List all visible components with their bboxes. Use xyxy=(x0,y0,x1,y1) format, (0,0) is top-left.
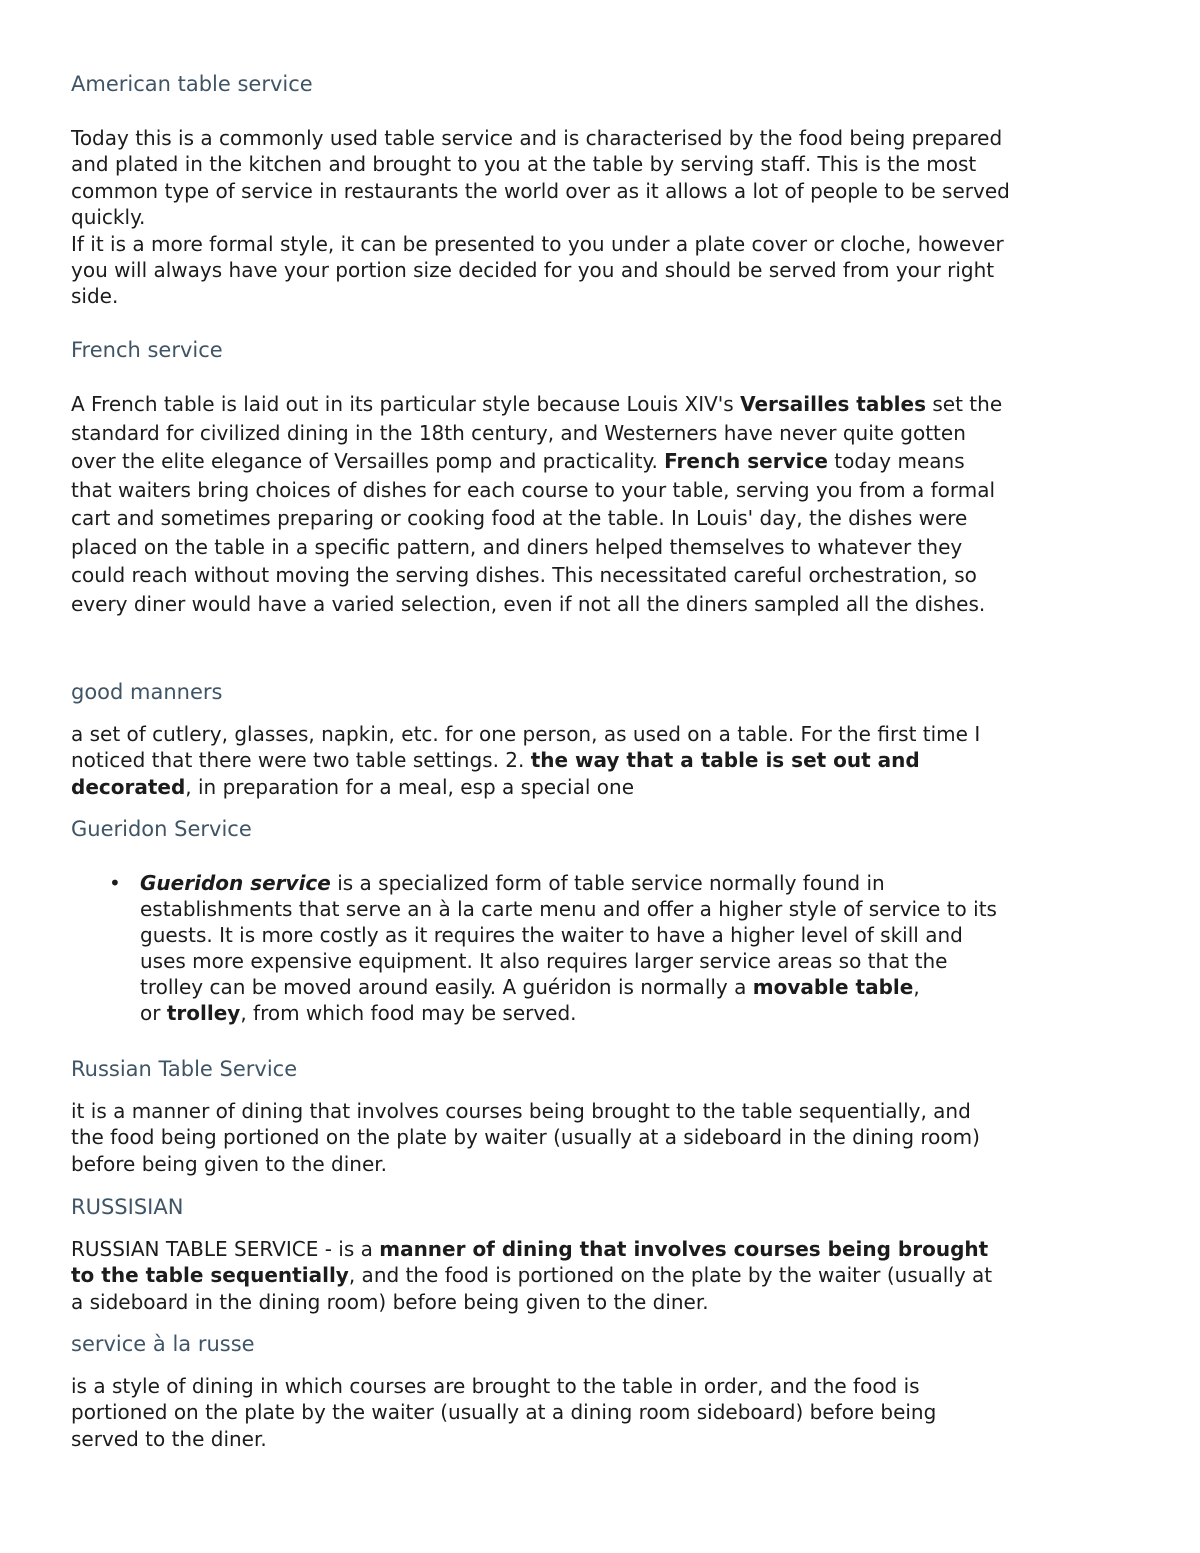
bold-italic-gueridon-service: Gueridon service xyxy=(140,871,331,895)
paragraph-service-a-la-russe xyxy=(71,1373,936,1452)
text-line: and plated in the kitchen and brought to you at the table by serving staff. This is the most xyxy=(71,152,977,177)
heading-good-manners: good manners xyxy=(71,680,223,704)
text-line: to the table sequentially, and the food is portioned on the plate by the waiter (usually at xyxy=(71,1263,993,1288)
text-line: decorated, in preparation for a meal, esp a special one xyxy=(71,774,635,799)
text-line: quickly. xyxy=(71,205,146,230)
heading-american-table-service: American table service xyxy=(71,72,313,96)
text-line: guests. It is more costly as it requires the waiter to have a higher level of skill and xyxy=(140,923,963,947)
text-line: side. xyxy=(71,284,119,309)
text-line: standard for civilized dining in the 18th century, and Westerners have never quite gotten xyxy=(71,420,966,445)
text-line: placed on the table in a specific pattern, and diners helped themselves to whatever they xyxy=(71,534,963,559)
bold-decorated: decorated xyxy=(71,774,186,799)
text-line: portioned on the plate by the waiter (usually at a dining room sideboard) before being xyxy=(71,1400,937,1425)
text-line: uses more expensive equipment. It also requires larger service areas so that the xyxy=(140,949,948,973)
text-line: Gueridon service is a specialized form of table service normally found in xyxy=(140,871,885,895)
text-line: the food being portioned on the plate by waiter (usually at a sideboard in the dining room) xyxy=(71,1125,980,1150)
bold-movable-table: movable table xyxy=(752,975,914,999)
text-line: establishments that serve an à la carte menu and offer a higher style of service to its xyxy=(140,897,997,921)
text-line: cart and sometimes preparing or cooking food at the table. In Louis' day, the dishes were xyxy=(71,506,968,530)
heading-gueridon-service: Gueridon Service xyxy=(71,817,252,841)
text-line: you will always have your portion size decided for you and should be served from your right xyxy=(71,258,995,283)
paragraph-russisian xyxy=(71,1236,992,1315)
heading-french-service: French service xyxy=(71,338,223,362)
text-line: a sideboard in the dining room) before being given to the diner. xyxy=(71,1289,709,1314)
text-line: noticed that there were two table settings. 2. the way that a table is set out and xyxy=(71,748,920,773)
bold-french-service: French service xyxy=(664,449,828,473)
bold-to-the-table-sequentially: to the table sequentially xyxy=(71,1263,349,1288)
paragraph-russian-table-service xyxy=(71,1098,980,1177)
text-line: that waiters bring choices of dishes for each course to your table, serving you from a formal xyxy=(71,477,996,502)
bold-table-setting-definition: the way that a table is set out and xyxy=(530,748,920,773)
bold-versailles-tables: Versailles tables xyxy=(740,392,927,416)
text-line: before being given to the diner. xyxy=(71,1151,388,1176)
text-line: If it is a more formal style, it can be presented to you under a plate cover or cloche, however xyxy=(71,231,1004,256)
text-line: it is a manner of dining that involves courses being brought to the table sequentially, and xyxy=(71,1099,971,1123)
bold-trolley: trolley xyxy=(166,1001,241,1025)
paragraph-american-service xyxy=(71,125,1010,310)
text-line: RUSSIAN TABLE SERVICE - is a manner of dining that involves courses being brought xyxy=(71,1237,989,1261)
bold-manner-of-dining: manner of dining that involves courses being brought xyxy=(379,1237,989,1261)
text-line: trolley can be moved around easily. A guéridon is normally a movable table, xyxy=(140,975,920,999)
heading-russian-table-service: Russian Table Service xyxy=(71,1057,298,1081)
paragraph-french-service xyxy=(71,390,1146,618)
list-item-gueridon xyxy=(140,870,997,1026)
text-line: or trolley, from which food may be served. xyxy=(140,1001,577,1025)
text-line: served to the diner. xyxy=(71,1426,267,1451)
text-line: common type of service in restaurants the world over as it allows a lot of people to be served xyxy=(71,178,1010,203)
text-line: A French table is laid out in its particular style because Louis XIV's Versailles tables set the xyxy=(71,392,1003,416)
text-line: a set of cutlery, glasses, napkin, etc. for one person, as used on a table. For the first time I xyxy=(71,722,981,746)
paragraph-good-manners xyxy=(71,721,980,800)
text-line: over the elite elegance of Versailles pomp and practicality. French service today means xyxy=(71,449,965,473)
text-line: Today this is a commonly used table service and is characterised by the food being prepared xyxy=(71,126,1003,150)
heading-russisian: RUSSISIAN xyxy=(71,1195,184,1219)
bullet-dot-icon: • xyxy=(109,871,121,895)
text-line: could reach without moving the serving dishes. This necessitated careful orchestration, so xyxy=(71,563,977,587)
text-line: every diner would have a varied selection, even if not all the diners sampled all the dishes. xyxy=(71,591,986,616)
heading-service-a-la-russe: service à la russe xyxy=(71,1332,255,1356)
text-line: is a style of dining in which courses are brought to the table in order, and the food is xyxy=(71,1374,920,1398)
